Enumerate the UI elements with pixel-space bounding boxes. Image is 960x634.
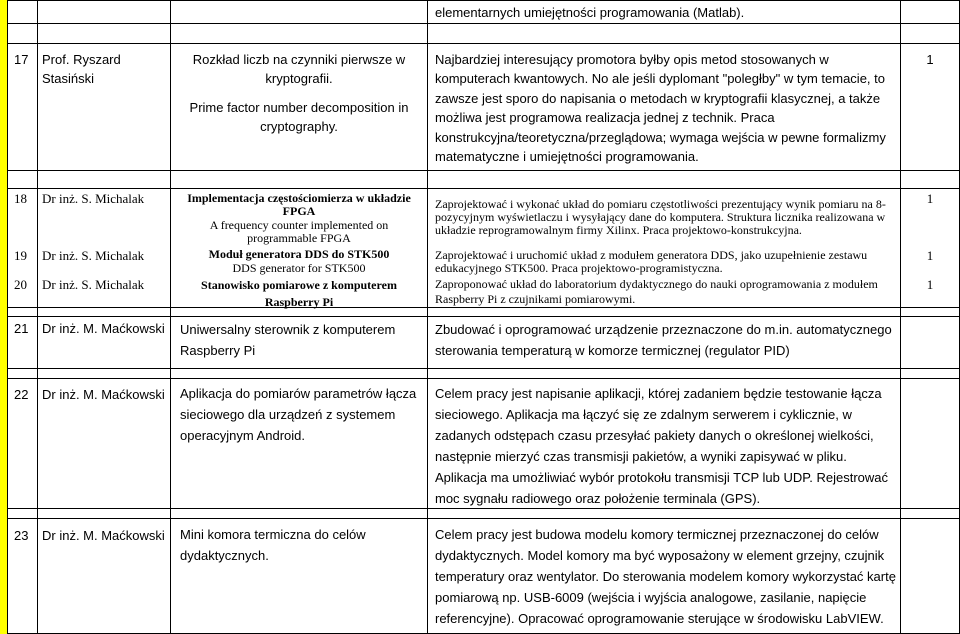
row-17-title-en: Prime factor number decomposition in cryptography. xyxy=(189,100,409,135)
row-21-author: Dr inż. M. Maćkowski xyxy=(42,321,165,336)
grid-hline-5 xyxy=(7,307,960,308)
grid-hline-8 xyxy=(7,378,960,379)
row-18-number: 18 xyxy=(14,191,27,206)
row-19-title: Moduł generatora DDS do STK500 xyxy=(208,247,390,261)
row-17-number: 17 xyxy=(14,52,29,67)
row-22-description: Celem pracy jest napisanie aplikacji, której zadaniem będzie testowanie łącza sieciowego. Aplikacja ma łączyć się ze zdalnym serwerem i cyklicznie, w zadanych odstępach czasu przesyłać pakiety danych o określonej wielkości, następnie mierzyć czas transmisji pakietów, a wyniki zapisywać w pliku. Aplikacja ma umożliwiać wybór protokołu transmisji TCP lub UDP. Rejestrować moc sygnału radiowego oraz położenie terminala (GPS). xyxy=(435,386,889,506)
row-20-author: Dr inż. S. Michalak xyxy=(42,277,145,292)
row-20-number: 20 xyxy=(14,277,27,292)
row-18-author: Dr inż. S. Michalak xyxy=(42,191,145,206)
row-19-author: Dr inż. S. Michalak xyxy=(42,248,145,263)
row-22-author: Dr inż. M. Maćkowski xyxy=(42,387,165,402)
grid-hline-3 xyxy=(7,170,960,171)
row-23-description: Celem pracy jest budowa modelu komory termicznej przeznaczonej do celów dydaktycznych. Model komory ma być wyposażony w element grzejny, czujnik temperatury oraz wentylator. Do sterowania modelem komory wykorzystać kartę pomiarową np. USB-6009 (wejścia i wyjścia analogowe, zasilanie, napięcie referencyjne). Opracować oprogramowanie sterujące w środowisku LabVIEW. xyxy=(435,527,896,626)
row-23-author: Dr inż. M. Maćkowski xyxy=(42,528,165,543)
grid-hline-1 xyxy=(7,23,960,24)
grid-hline-10 xyxy=(7,518,960,519)
row-22-title: Aplikacja do pomiarów parametrów łącza sieciowego dla urządzeń z systemem operacyjnym Android. xyxy=(180,386,417,443)
row-21-title: Uniwersalny sterownik z komputerem Raspberry Pi xyxy=(180,322,396,358)
grid-hline-4 xyxy=(7,188,960,189)
row-23-title: Mini komora termiczna do celów dydaktycznych. xyxy=(180,527,366,563)
row-21-number: 21 xyxy=(14,321,29,336)
table-left-border xyxy=(7,0,8,634)
grid-hline-top xyxy=(7,0,960,1)
grid-vline-4 xyxy=(900,0,901,634)
row-20-title: Stanowisko pomiarowe z komputerem Raspberry Pi xyxy=(201,278,397,309)
row-19-description: Zaprojektować i uruchomić układ z modułem generatora DDS, jako uzupełnienie zestawu edukacyjnego STK500. Praca projektowo-programistyczna. xyxy=(435,248,868,275)
row-17-title: Rozkład liczb na czynniki pierwsze w kryptografii. xyxy=(192,52,406,87)
row-19-title-en: DDS generator for STK500 xyxy=(232,261,366,275)
row-18-title: Implementacja częstościomierza w układzie FPGA xyxy=(187,191,411,218)
row-0-description: elementarnych umiejętności programowania (Matlab). xyxy=(435,5,745,20)
row-18-title-en: A frequency counter implemented on programmable FPGA xyxy=(209,218,389,245)
yellow-margin-stripe xyxy=(0,0,7,634)
row-19-number: 19 xyxy=(14,248,27,263)
grid-hline-2 xyxy=(7,43,960,44)
grid-vline-3 xyxy=(427,0,428,634)
row-19-count: 1 xyxy=(926,248,934,263)
grid-hline-7 xyxy=(7,368,960,369)
row-21-description: Zbudować i oprogramować urządzenie przeznaczone do m.in. automatycznego sterowania temperaturą w komorze termicznej (regulator PID) xyxy=(435,322,892,358)
row-18-count: 1 xyxy=(926,191,934,206)
grid-vline-1 xyxy=(37,0,38,634)
row-17-description: Najbardziej interesujący promotora byłby opis metod stosowanych w komputerach kwantowych. No ale jeśli dyplomant "poległby" w tym temacie, to zawsze jest sporo do napisania o metodach w kryptografii klasycznej, a także możliwa jest programowa realizacja jednej z technik. Praca konstrukcyjna/teoretyczna/przeglądowa; wymaga wejścia w pewne formalizmy matematyczne i umiejętności programowania. xyxy=(435,52,886,165)
row-17-author: Prof. Ryszard Stasiński xyxy=(42,52,121,87)
row-20-count: 1 xyxy=(926,277,934,292)
grid-vline-2 xyxy=(170,0,171,634)
row-20-description: Zaproponować układ do laboratorium dydaktycznego do nauki oprogramowania z modułem Raspberry Pi z czujnikami pomiarowymi. xyxy=(435,277,878,306)
row-23-number: 23 xyxy=(14,528,29,543)
grid-hline-6 xyxy=(7,316,960,317)
row-22-number: 22 xyxy=(14,387,29,402)
row-17-count: 1 xyxy=(926,52,934,67)
row-18-description: Zaprojektować i wykonać układ do pomiaru częstotliwości prezentujący wynik pomiaru na 8-pozycyjnym wyświetlaczu i wysyłający dane do komputera. Struktura licznika realizowana w układzie reprogramowalnym firmy Xilinx. Praca projektowo-konstrukcyjna. xyxy=(435,197,886,237)
